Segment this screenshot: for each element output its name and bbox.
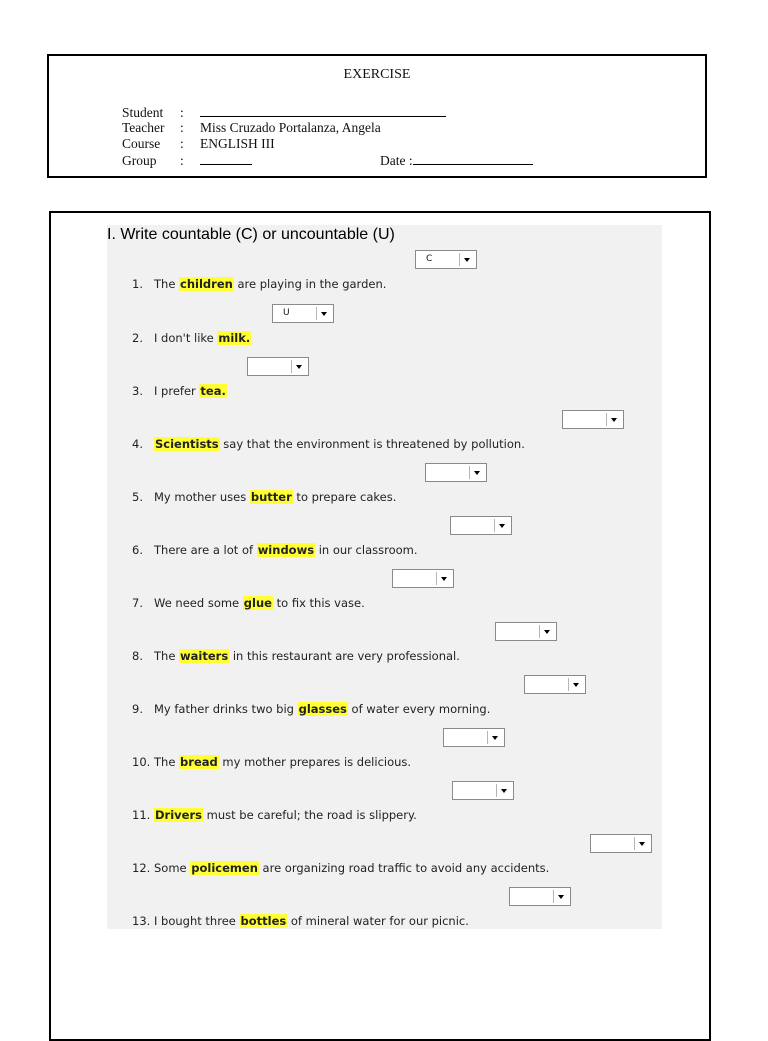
highlighted-noun: glue — [243, 596, 272, 610]
answer-value-1: C — [426, 254, 433, 264]
answer-select-11[interactable] — [452, 781, 514, 800]
highlighted-noun: butter — [250, 490, 292, 504]
item-9 — [132, 702, 490, 716]
answer-select-3[interactable] — [247, 357, 309, 376]
answer-select-1[interactable] — [415, 250, 477, 269]
item-text-before: My mother uses — [154, 490, 250, 504]
item-text-before: Some — [154, 861, 191, 875]
date-field[interactable] — [413, 152, 533, 165]
item-1 — [132, 277, 386, 291]
item-6 — [132, 543, 418, 557]
answer-select-13[interactable] — [509, 887, 571, 906]
item-text-after: to fix this vase. — [272, 596, 365, 610]
item-text-before: I don't like — [154, 331, 218, 345]
student-name-field[interactable] — [200, 104, 446, 117]
item-text-after: of water every morning. — [347, 702, 491, 716]
item-number: 12. — [132, 861, 151, 875]
exercise-panel — [107, 225, 662, 929]
chevron-down-icon — [436, 572, 451, 585]
item-number: 5. — [132, 490, 143, 504]
item-number: 10. — [132, 755, 151, 769]
item-text-before: I bought three — [154, 914, 240, 928]
item-text-after: in this restaurant are very professional. — [229, 649, 460, 663]
highlighted-noun: bread — [180, 755, 218, 769]
chevron-down-icon — [291, 360, 306, 373]
group-row — [122, 152, 252, 168]
highlighted-noun: waiters — [180, 649, 229, 663]
highlighted-noun: tea. — [200, 384, 226, 398]
item-text-after: of mineral water for our picnic. — [287, 914, 469, 928]
highlighted-noun: policemen — [191, 861, 258, 875]
highlighted-noun: milk. — [218, 331, 251, 345]
answer-select-10[interactable] — [443, 728, 505, 747]
highlighted-noun: windows — [257, 543, 315, 557]
item-text-before: There are a lot of — [154, 543, 257, 557]
item-8 — [132, 649, 460, 663]
chevron-down-icon — [494, 519, 509, 532]
item-text-after: are playing in the garden. — [233, 277, 387, 291]
answer-select-9[interactable] — [524, 675, 586, 694]
item-number: 6. — [132, 543, 143, 557]
item-4 — [132, 437, 525, 451]
chevron-down-icon — [539, 625, 554, 638]
item-number: 9. — [132, 702, 143, 716]
item-text-after: must be careful; the road is slippery. — [202, 808, 417, 822]
item-text-after: to prepare cakes. — [292, 490, 397, 504]
item-7 — [132, 596, 365, 610]
section-title: I. Write countable (C) or uncountable (U) — [107, 226, 395, 243]
item-text-before: The — [154, 755, 180, 769]
item-3 — [132, 384, 227, 398]
item-number: 2. — [132, 331, 143, 345]
chevron-down-icon — [459, 253, 474, 266]
answer-value-2: U — [283, 308, 290, 318]
highlighted-noun: children — [180, 277, 233, 291]
chevron-down-icon — [553, 890, 568, 903]
item-number: 7. — [132, 596, 143, 610]
chevron-down-icon — [606, 413, 621, 426]
chevron-down-icon — [634, 837, 649, 850]
item-11 — [132, 808, 417, 822]
item-text-before: My father drinks two big — [154, 702, 298, 716]
item-number: 1. — [132, 277, 143, 291]
item-number: 13. — [132, 914, 151, 928]
chevron-down-icon — [496, 784, 511, 797]
header-box — [47, 54, 707, 178]
group-field[interactable] — [200, 152, 252, 165]
exercise-box — [49, 211, 711, 1041]
item-text-after: say that the environment is threatened by pollution. — [219, 437, 525, 451]
chevron-down-icon — [469, 466, 484, 479]
student-label: Student — [122, 105, 164, 120]
course-name: ENGLISH III — [200, 136, 275, 151]
highlighted-noun: Drivers — [155, 808, 202, 822]
student-row — [122, 104, 446, 120]
answer-select-5[interactable] — [425, 463, 487, 482]
course-colon: : — [180, 136, 184, 151]
item-number: 8. — [132, 649, 143, 663]
student-colon: : — [180, 105, 184, 120]
item-13 — [132, 914, 469, 928]
answer-select-4[interactable] — [562, 410, 624, 429]
item-2 — [132, 331, 251, 345]
item-12 — [132, 861, 549, 875]
item-10 — [132, 755, 411, 769]
item-5 — [132, 490, 396, 504]
item-text-after: in our classroom. — [315, 543, 418, 557]
chevron-down-icon — [487, 731, 502, 744]
course-label: Course — [122, 136, 161, 151]
answer-select-12[interactable] — [590, 834, 652, 853]
answer-select-8[interactable] — [495, 622, 557, 641]
item-text-before: The — [154, 277, 180, 291]
highlighted-noun: glasses — [298, 702, 347, 716]
answer-select-7[interactable] — [392, 569, 454, 588]
chevron-down-icon — [568, 678, 583, 691]
teacher-label: Teacher — [122, 120, 165, 135]
chevron-down-icon — [316, 307, 331, 320]
item-text-before: The — [154, 649, 180, 663]
item-text-after: are organizing road traffic to avoid any accidents. — [258, 861, 550, 875]
item-text-after: my mother prepares is delicious. — [218, 755, 412, 769]
item-text-before: We need some — [154, 596, 243, 610]
highlighted-noun: Scientists — [155, 437, 219, 451]
item-number: 4. — [132, 437, 143, 451]
teacher-colon: : — [180, 120, 184, 135]
course-row — [122, 136, 275, 152]
date-label: Date : — [380, 153, 413, 168]
answer-select-6[interactable] — [450, 516, 512, 535]
group-label: Group — [122, 153, 157, 168]
teacher-row — [122, 120, 381, 136]
date-row — [380, 152, 533, 169]
item-text-before: I prefer — [154, 384, 200, 398]
highlighted-noun: bottles — [240, 914, 287, 928]
exercise-title: EXERCISE — [343, 67, 411, 82]
group-colon: : — [180, 153, 184, 168]
item-number: 3. — [132, 384, 143, 398]
teacher-name: Miss Cruzado Portalanza, Angela — [200, 120, 381, 135]
answer-select-2[interactable] — [272, 304, 334, 323]
item-number: 11. — [132, 808, 151, 822]
